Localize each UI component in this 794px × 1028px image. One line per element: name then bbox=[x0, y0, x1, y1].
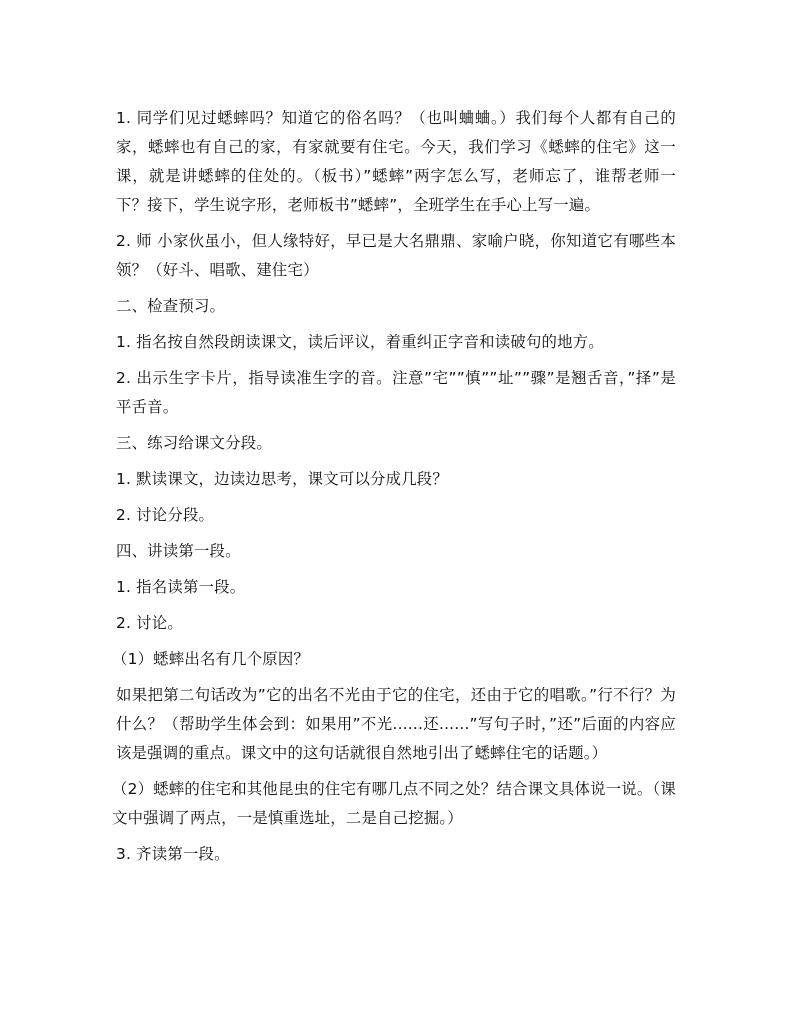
paragraph-question-2: （2）蟋蟀的住宅和其他昆虫的住宅有哪几点不同之处？结合课文具体说一说。（课文中强调了两点，一是慎重选址，二是自己挖掘。） bbox=[112, 780, 676, 827]
paragraph-read-first-section: 1. 指名读第一段。 bbox=[116, 578, 246, 596]
document-body bbox=[112, 104, 676, 876]
section-heading-preview-check: 二、检查预习。 bbox=[116, 297, 226, 315]
paragraph-silent-reading: 1. 默读课文，边读边思考，课文可以分成几段？ bbox=[116, 470, 448, 488]
paragraph-read-together: 3. 齐读第一段。 bbox=[116, 845, 230, 863]
section-heading-first-section: 四、讲读第一段。 bbox=[116, 542, 241, 560]
section-heading-segmenting: 三、练习给课文分段。 bbox=[116, 434, 272, 452]
paragraph-intro-question: 1. 同学们见过蟋蟀吗？知道它的俗名吗？（也叫蛐蛐。）我们每个人都有自己的家，蟋蟀也有自己的家，有家就要有住宅。今天，我们学习《蟋蟀的住宅》这一课，就是讲蟋蟀的住处的。（板书）”蟋蟀”两字怎么写，老师忘了，谁帮老师一下？接下，学生说字形，老师板书”蟋蟀”，全班学生在手心上写一遍。 bbox=[116, 109, 676, 214]
paragraph-teacher-abilities: 2. 师 小家伙虽小，但人缘特好，早已是大名鼎鼎、家喻户晓，你知道它有哪些本领？（好斗、唱歌、建住宅） bbox=[116, 232, 676, 279]
paragraph-question-1: （1）蟋蟀出名有几个原因？ bbox=[112, 650, 310, 668]
paragraph-character-cards: 2. 出示生字卡片，指导读准生字的音。注意”宅””慎””址””骤”是翘舌音，”择”是平舌音。 bbox=[116, 369, 676, 416]
paragraph-read-aloud: 1. 指名按自然段朗读课文，读后评议，着重纠正字音和读破句的地方。 bbox=[116, 333, 604, 351]
paragraph-sentence-rewrite: 如果把第二句话改为”它的出名不光由于它的住宅，还由于它的唱歌。”行不行？为什么？（帮助学生体会到：如果用”不光......还......”写句子时，”还”后面的内容应该是强调的重点。课文中的这句话就很自然地引出了蟋蟀住宅的话题。） bbox=[116, 686, 676, 762]
paragraph-discussion: 2. 讨论。 bbox=[116, 614, 183, 632]
paragraph-discuss-segments: 2. 讨论分段。 bbox=[116, 506, 215, 524]
